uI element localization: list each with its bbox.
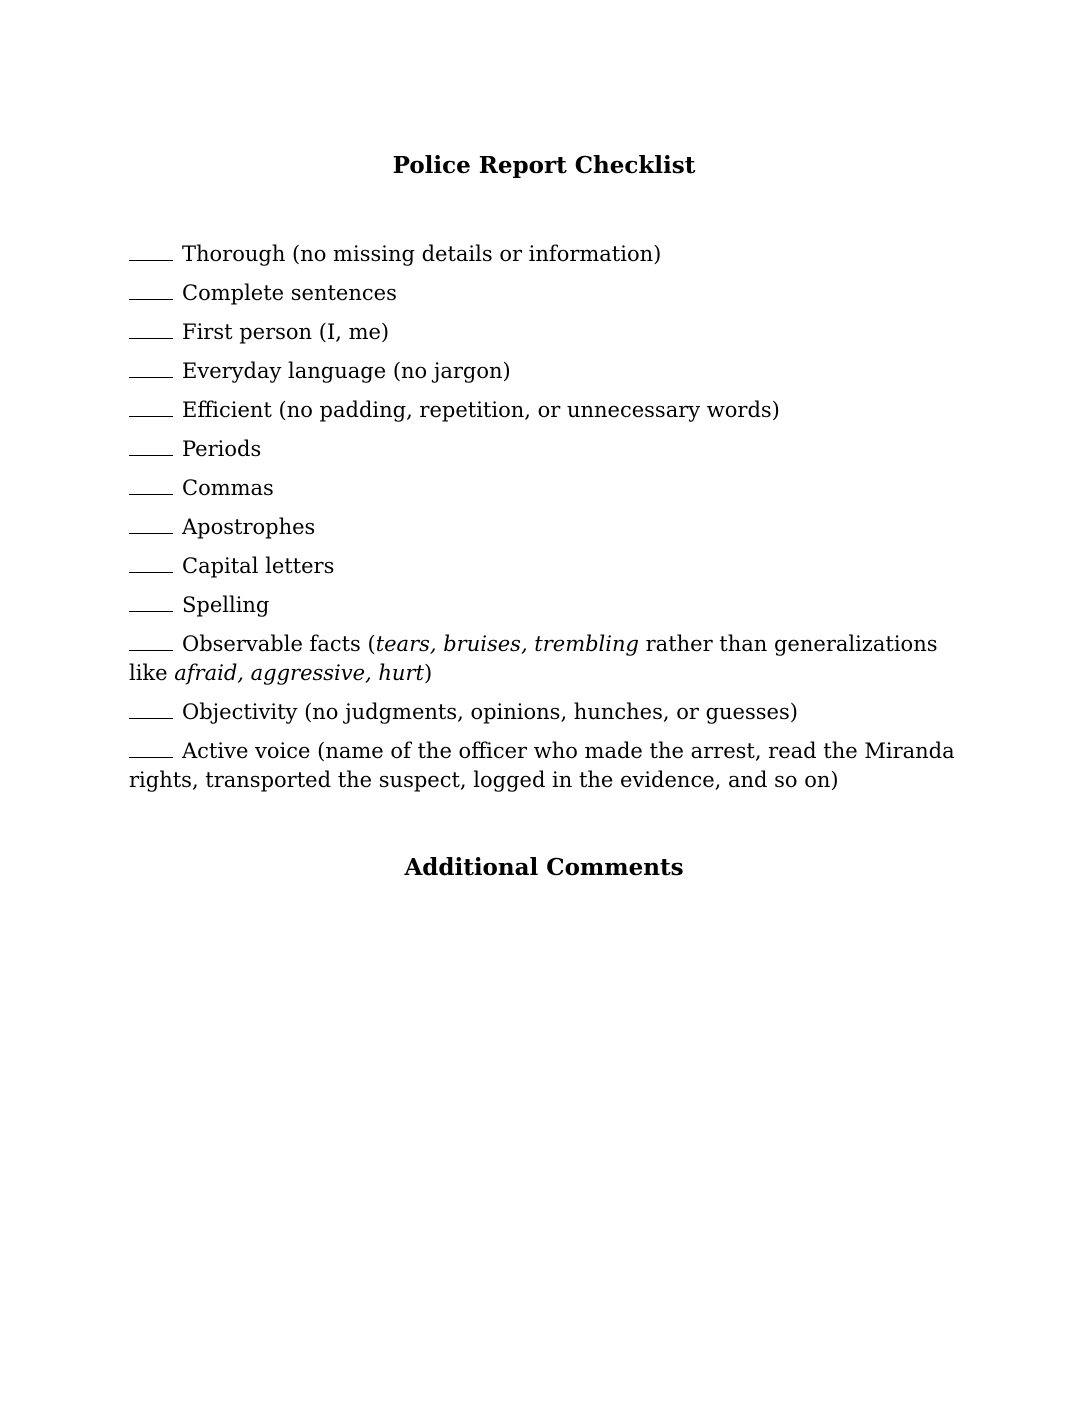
checkbox-blank[interactable]	[129, 435, 173, 456]
additional-comments-heading: Additional Comments	[404, 854, 684, 881]
checklist-item-everyday-language	[129, 357, 969, 386]
checkbox-blank[interactable]	[129, 240, 173, 261]
checkbox-blank[interactable]	[129, 737, 173, 758]
checkbox-blank[interactable]	[129, 279, 173, 300]
checklist-item-active-voice	[129, 737, 969, 795]
checklist-item-observable-facts	[129, 630, 969, 688]
checklist-item-label-middle: rather than generalizations like	[129, 632, 938, 685]
checkbox-blank[interactable]	[129, 552, 173, 573]
checkbox-blank[interactable]	[129, 396, 173, 417]
checklist-item-label-end: )	[423, 661, 433, 685]
checklist-item-label: Everyday language (no jargon)	[182, 359, 511, 383]
checklist-item-example-facts: tears, bruises, trembling	[375, 632, 639, 656]
checklist-item-label: Thorough (no missing details or information)	[182, 242, 662, 266]
checkbox-blank[interactable]	[129, 357, 173, 378]
checkbox-blank[interactable]	[129, 513, 173, 534]
checklist-item-objectivity	[129, 698, 969, 727]
checklist-item-label: Periods	[182, 437, 262, 461]
checklist-item-periods	[129, 435, 969, 464]
checklist-item-capital-letters	[129, 552, 969, 581]
checkbox-blank[interactable]	[129, 591, 173, 612]
checkbox-blank[interactable]	[129, 698, 173, 719]
checklist-item-label: Capital letters	[182, 554, 335, 578]
checklist-item-thorough	[129, 240, 969, 269]
checklist	[129, 240, 969, 805]
checklist-item-label: Commas	[182, 476, 274, 500]
checklist-item-label: Active voice (name of the officer who made the arrest, read the Miranda rights, transported the suspect, logged in the evidence, and so on)	[129, 739, 955, 792]
checklist-item-example-generalizations: afraid, aggressive, hurt	[174, 661, 424, 685]
checklist-item-commas	[129, 474, 969, 503]
checklist-item-label-start: Observable facts (	[182, 632, 376, 656]
checklist-item-label: Spelling	[182, 593, 270, 617]
checklist-item-complete-sentences	[129, 279, 969, 308]
checkbox-blank[interactable]	[129, 630, 173, 651]
checklist-item-label: Objectivity (no judgments, opinions, hunches, or guesses)	[182, 700, 798, 724]
checklist-item-label: Apostrophes	[182, 515, 316, 539]
checklist-item-spelling	[129, 591, 969, 620]
checklist-item-label: Complete sentences	[182, 281, 397, 305]
checklist-item-efficient	[129, 396, 969, 425]
checklist-item-label: Efficient (no padding, repetition, or unnecessary words)	[182, 398, 780, 422]
checklist-item-first-person	[129, 318, 969, 347]
page-title: Police Report Checklist	[392, 152, 696, 179]
checklist-item-label: First person (I, me)	[182, 320, 390, 344]
checklist-item-apostrophes	[129, 513, 969, 542]
checkbox-blank[interactable]	[129, 318, 173, 339]
checkbox-blank[interactable]	[129, 474, 173, 495]
